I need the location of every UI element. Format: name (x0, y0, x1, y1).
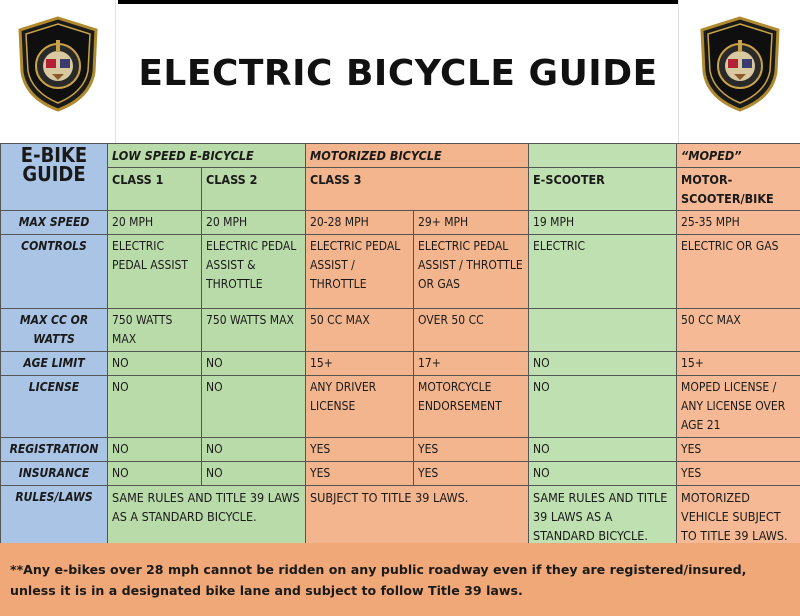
cell-rules-low-speed: SAME RULES AND TITLE 39 LAWS AS A STANDARD BICYCLE. (108, 486, 306, 548)
row-label: AGE LIMIT (1, 352, 108, 376)
cell-moped: 50 CC MAX (677, 309, 800, 352)
table-row (1, 376, 800, 438)
right-badge-panel (678, 0, 800, 143)
cell-rules-moped: MOTORIZED VEHICLE SUBJECT TO TITLE 39 LAWS. (677, 486, 800, 548)
cell-class2: 750 WATTS MAX (202, 309, 306, 352)
group-escooter-blank (529, 144, 677, 168)
cell-class1: ELECTRIC PEDAL ASSIST (108, 235, 202, 309)
cell-class1: NO (108, 352, 202, 376)
cell-rules-escooter: SAME RULES AND TITLE 39 LAWS AS A STANDARD BICYCLE. (529, 486, 677, 548)
cell-class1: NO (108, 376, 202, 438)
cell-class1: NO (108, 438, 202, 462)
cell-class3-a: 20-28 MPH (306, 211, 414, 235)
cell-class3-b: MOTORCYCLE ENDORSEMENT (414, 376, 529, 438)
motor-scooter-header: MOTOR-SCOOTER/BIKE (677, 168, 800, 211)
cell-class3-b: 17+ (414, 352, 529, 376)
cell-class2: NO (202, 376, 306, 438)
class-3-header: CLASS 3 (306, 168, 529, 211)
cell-class1: 20 MPH (108, 211, 202, 235)
cell-class3-b: 29+ MPH (414, 211, 529, 235)
table-row (1, 309, 800, 352)
cell-class3-b: OVER 50 CC (414, 309, 529, 352)
cell-class1: 750 WATTS MAX (108, 309, 202, 352)
row-label: MAX CC OR WATTS (1, 309, 108, 352)
cell-class3-b: YES (414, 438, 529, 462)
cell-rules-motorized: SUBJECT TO TITLE 39 LAWS. (306, 486, 529, 548)
group-moped: “MOPED” (677, 144, 800, 168)
cell-class2: 20 MPH (202, 211, 306, 235)
cell-moped: YES (677, 438, 800, 462)
footnote: **Any e-bikes over 28 mph cannot be ridden on any public roadway even if they are registered/insured, unless it is in a designated bike lane and subject to follow Title 39 laws. (10, 562, 747, 598)
cell-escooter: 19 MPH (529, 211, 677, 235)
cell-class3-b: YES (414, 462, 529, 486)
escooter-header: E-SCOOTER (529, 168, 677, 211)
row-label: REGISTRATION (1, 438, 108, 462)
cell-escooter (529, 309, 677, 352)
police-badge-icon (698, 16, 782, 112)
cell-moped: 15+ (677, 352, 800, 376)
cell-escooter: NO (529, 352, 677, 376)
row-label: INSURANCE (1, 462, 108, 486)
cell-class1: NO (108, 462, 202, 486)
class-1-header: CLASS 1 (108, 168, 202, 211)
cell-class3-a: ELECTRIC PEDAL ASSIST / THROTTLE (306, 235, 414, 309)
left-badge-panel (0, 0, 116, 143)
cell-moped: 25-35 MPH (677, 211, 800, 235)
header-top-border (118, 0, 678, 4)
cell-class2: NO (202, 438, 306, 462)
cell-escooter: ELECTRIC (529, 235, 677, 309)
cell-class3-a: YES (306, 462, 414, 486)
cell-moped: ELECTRIC OR GAS (677, 235, 800, 309)
group-low-speed: LOW SPEED E-BICYCLE (108, 144, 306, 168)
table-row (1, 211, 800, 235)
cell-class2: NO (202, 352, 306, 376)
cell-class2: NO (202, 462, 306, 486)
row-label: MAX SPEED (1, 211, 108, 235)
cell-class3-a: 50 CC MAX (306, 309, 414, 352)
row-label: LICENSE (1, 376, 108, 438)
table-row (1, 235, 800, 309)
ebike-guide-table (0, 143, 800, 548)
corner-label: E-BIKE GUIDE (1, 144, 108, 211)
row-label: CONTROLS (1, 235, 108, 309)
table-row (1, 462, 800, 486)
cell-moped: MOPED LICENSE / ANY LICENSE OVER AGE 21 (677, 376, 800, 438)
group-motorized: MOTORIZED BICYCLE (306, 144, 529, 168)
cell-class2: ELECTRIC PEDAL ASSIST & THROTTLE (202, 235, 306, 309)
page-title: ELECTRIC BICYCLE GUIDE (138, 52, 658, 94)
cell-class3-a: ANY DRIVER LICENSE (306, 376, 414, 438)
police-badge-icon (16, 16, 100, 112)
table-row (1, 438, 800, 462)
table-row-rules (1, 486, 800, 548)
class-2-header: CLASS 2 (202, 168, 306, 211)
cell-class3-b: ELECTRIC PEDAL ASSIST / THROTTLE OR GAS (414, 235, 529, 309)
cell-class3-a: YES (306, 438, 414, 462)
table-row (1, 352, 800, 376)
cell-class3-a: 15+ (306, 352, 414, 376)
cell-escooter: NO (529, 438, 677, 462)
cell-escooter: NO (529, 376, 677, 438)
row-label: RULES/LAWS (1, 486, 108, 548)
cell-escooter: NO (529, 462, 677, 486)
cell-moped: YES (677, 462, 800, 486)
